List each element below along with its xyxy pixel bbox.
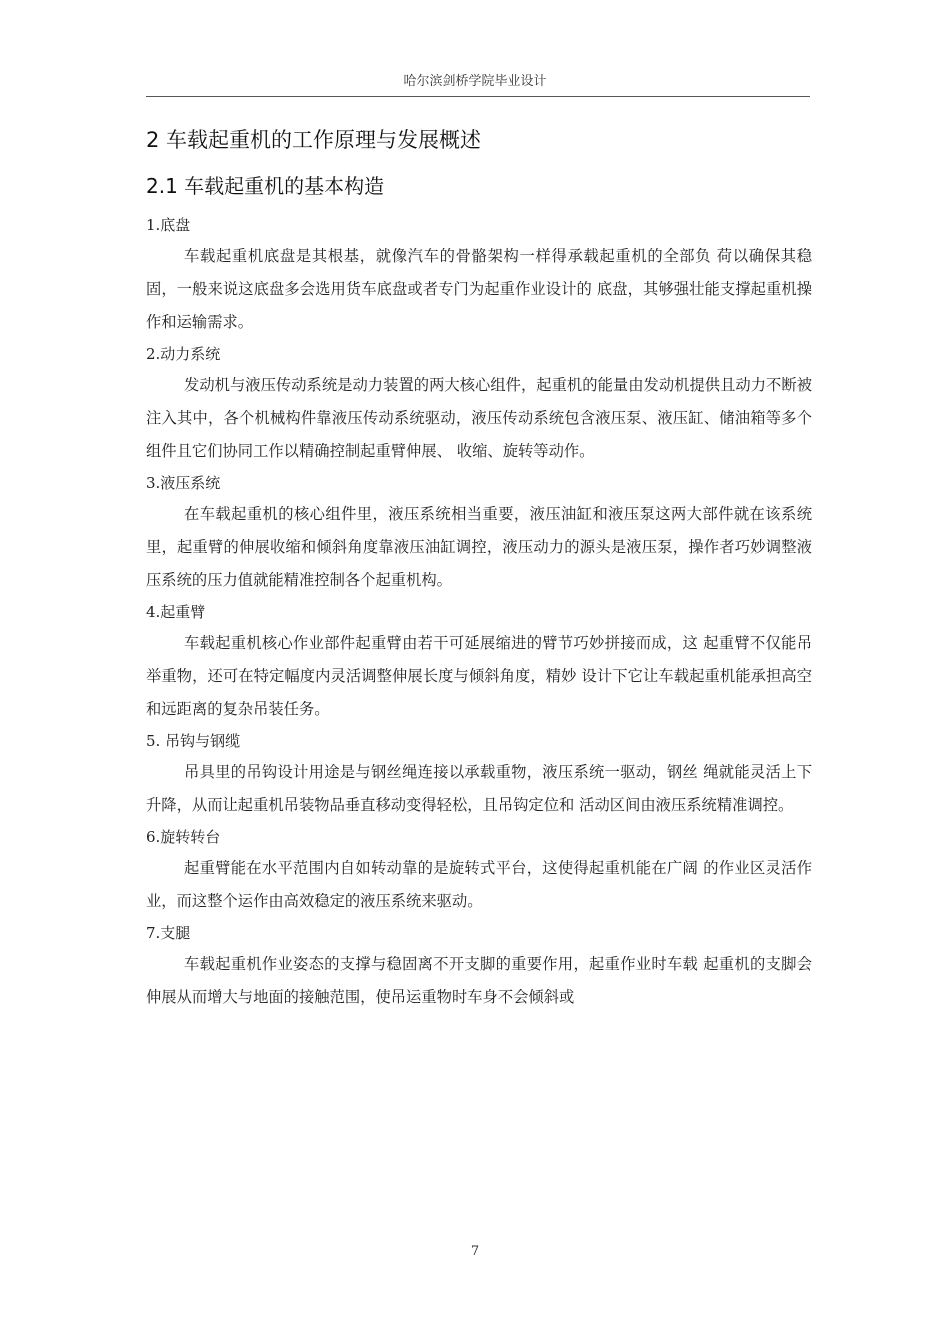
page-body [146, 124, 812, 1014]
list-item [146, 918, 812, 1014]
list-item [146, 822, 812, 918]
item-heading: 7.支腿 [146, 924, 191, 942]
item-heading: 2.动力系统 [146, 345, 221, 363]
item-paragraph: 吊具里的吊钩设计用途是与钢丝绳连接以承载重物，液压系统一驱动，钢丝 绳就能灵活上下升降，从而让起重机吊装物品垂直移动变得轻松，且吊钩定位和 活动区间由液压系统精准调控。 [146, 763, 812, 814]
header-divider [146, 96, 810, 97]
item-paragraph: 发动机与液压传动系统是动力装置的两大核心组件，起重机的能量由发动机提供且动力不断被注入其中，各个机械构件靠液压传动系统驱动，液压传动系统包含液压泵、液压缸、储油箱等多个组件且它们协同工作以精确控制起重臂伸展、 收缩、旋转等动作。 [146, 376, 812, 460]
item-heading: 6.旋转转台 [146, 828, 221, 846]
item-paragraph: 在车载起重机的核心组件里，液压系统相当重要，液压油缸和液压泵这两大部件就在该系统里，起重臂的伸展收缩和倾斜角度靠液压油缸调控，液压动力的源头是液压泵，操作者巧妙调整液压系统的压力值就能精准控制各个起重机构。 [146, 505, 812, 589]
item-heading: 4.起重臂 [146, 603, 206, 621]
item-paragraph: 车载起重机作业姿态的支撑与稳固离不开支脚的重要作用，起重作业时车载 起重机的支脚会伸展从而增大与地面的接触范围，使吊运重物时车身不会倾斜或 [146, 955, 812, 1006]
page-header: 哈尔滨剑桥学院毕业设计 [403, 74, 547, 89]
list-item [146, 468, 812, 597]
item-paragraph: 车载起重机核心作业部件起重臂由若干可延展缩进的臂节巧妙拼接而成，这 起重臂不仅能吊举重物，还可在特定幅度内灵活调整伸展长度与倾斜角度，精妙 设计下它让车载起重机能承担高空和远距离的复杂吊装任务。 [146, 634, 812, 718]
item-heading: 3.液压系统 [146, 474, 221, 492]
page-number: 7 [470, 1244, 480, 1259]
section-title: 2.1 车载起重机的基本构造 [146, 174, 385, 198]
item-paragraph: 起重臂能在水平范围内自如转动靠的是旋转式平台，这使得起重机能在广阔 的作业区灵活作业，而这整个运作由高效稳定的液压系统来驱动。 [146, 859, 812, 910]
item-heading: 1.底盘 [146, 216, 191, 234]
list-item [146, 339, 812, 468]
item-heading: 5. 吊钩与钢缆 [146, 732, 241, 750]
chapter-title: 2 车载起重机的工作原理与发展概述 [146, 128, 482, 152]
item-paragraph: 车载起重机底盘是其根基，就像汽车的骨骼架构一样得承载起重机的全部负 荷以确保其稳固，一般来说这底盘多会选用货车底盘或者专门为起重作业设计的 底盘，其够强壮能支撑起重机操作和运输需求。 [146, 247, 812, 331]
list-item [146, 726, 812, 822]
list-item [146, 597, 812, 726]
list-item [146, 210, 812, 339]
